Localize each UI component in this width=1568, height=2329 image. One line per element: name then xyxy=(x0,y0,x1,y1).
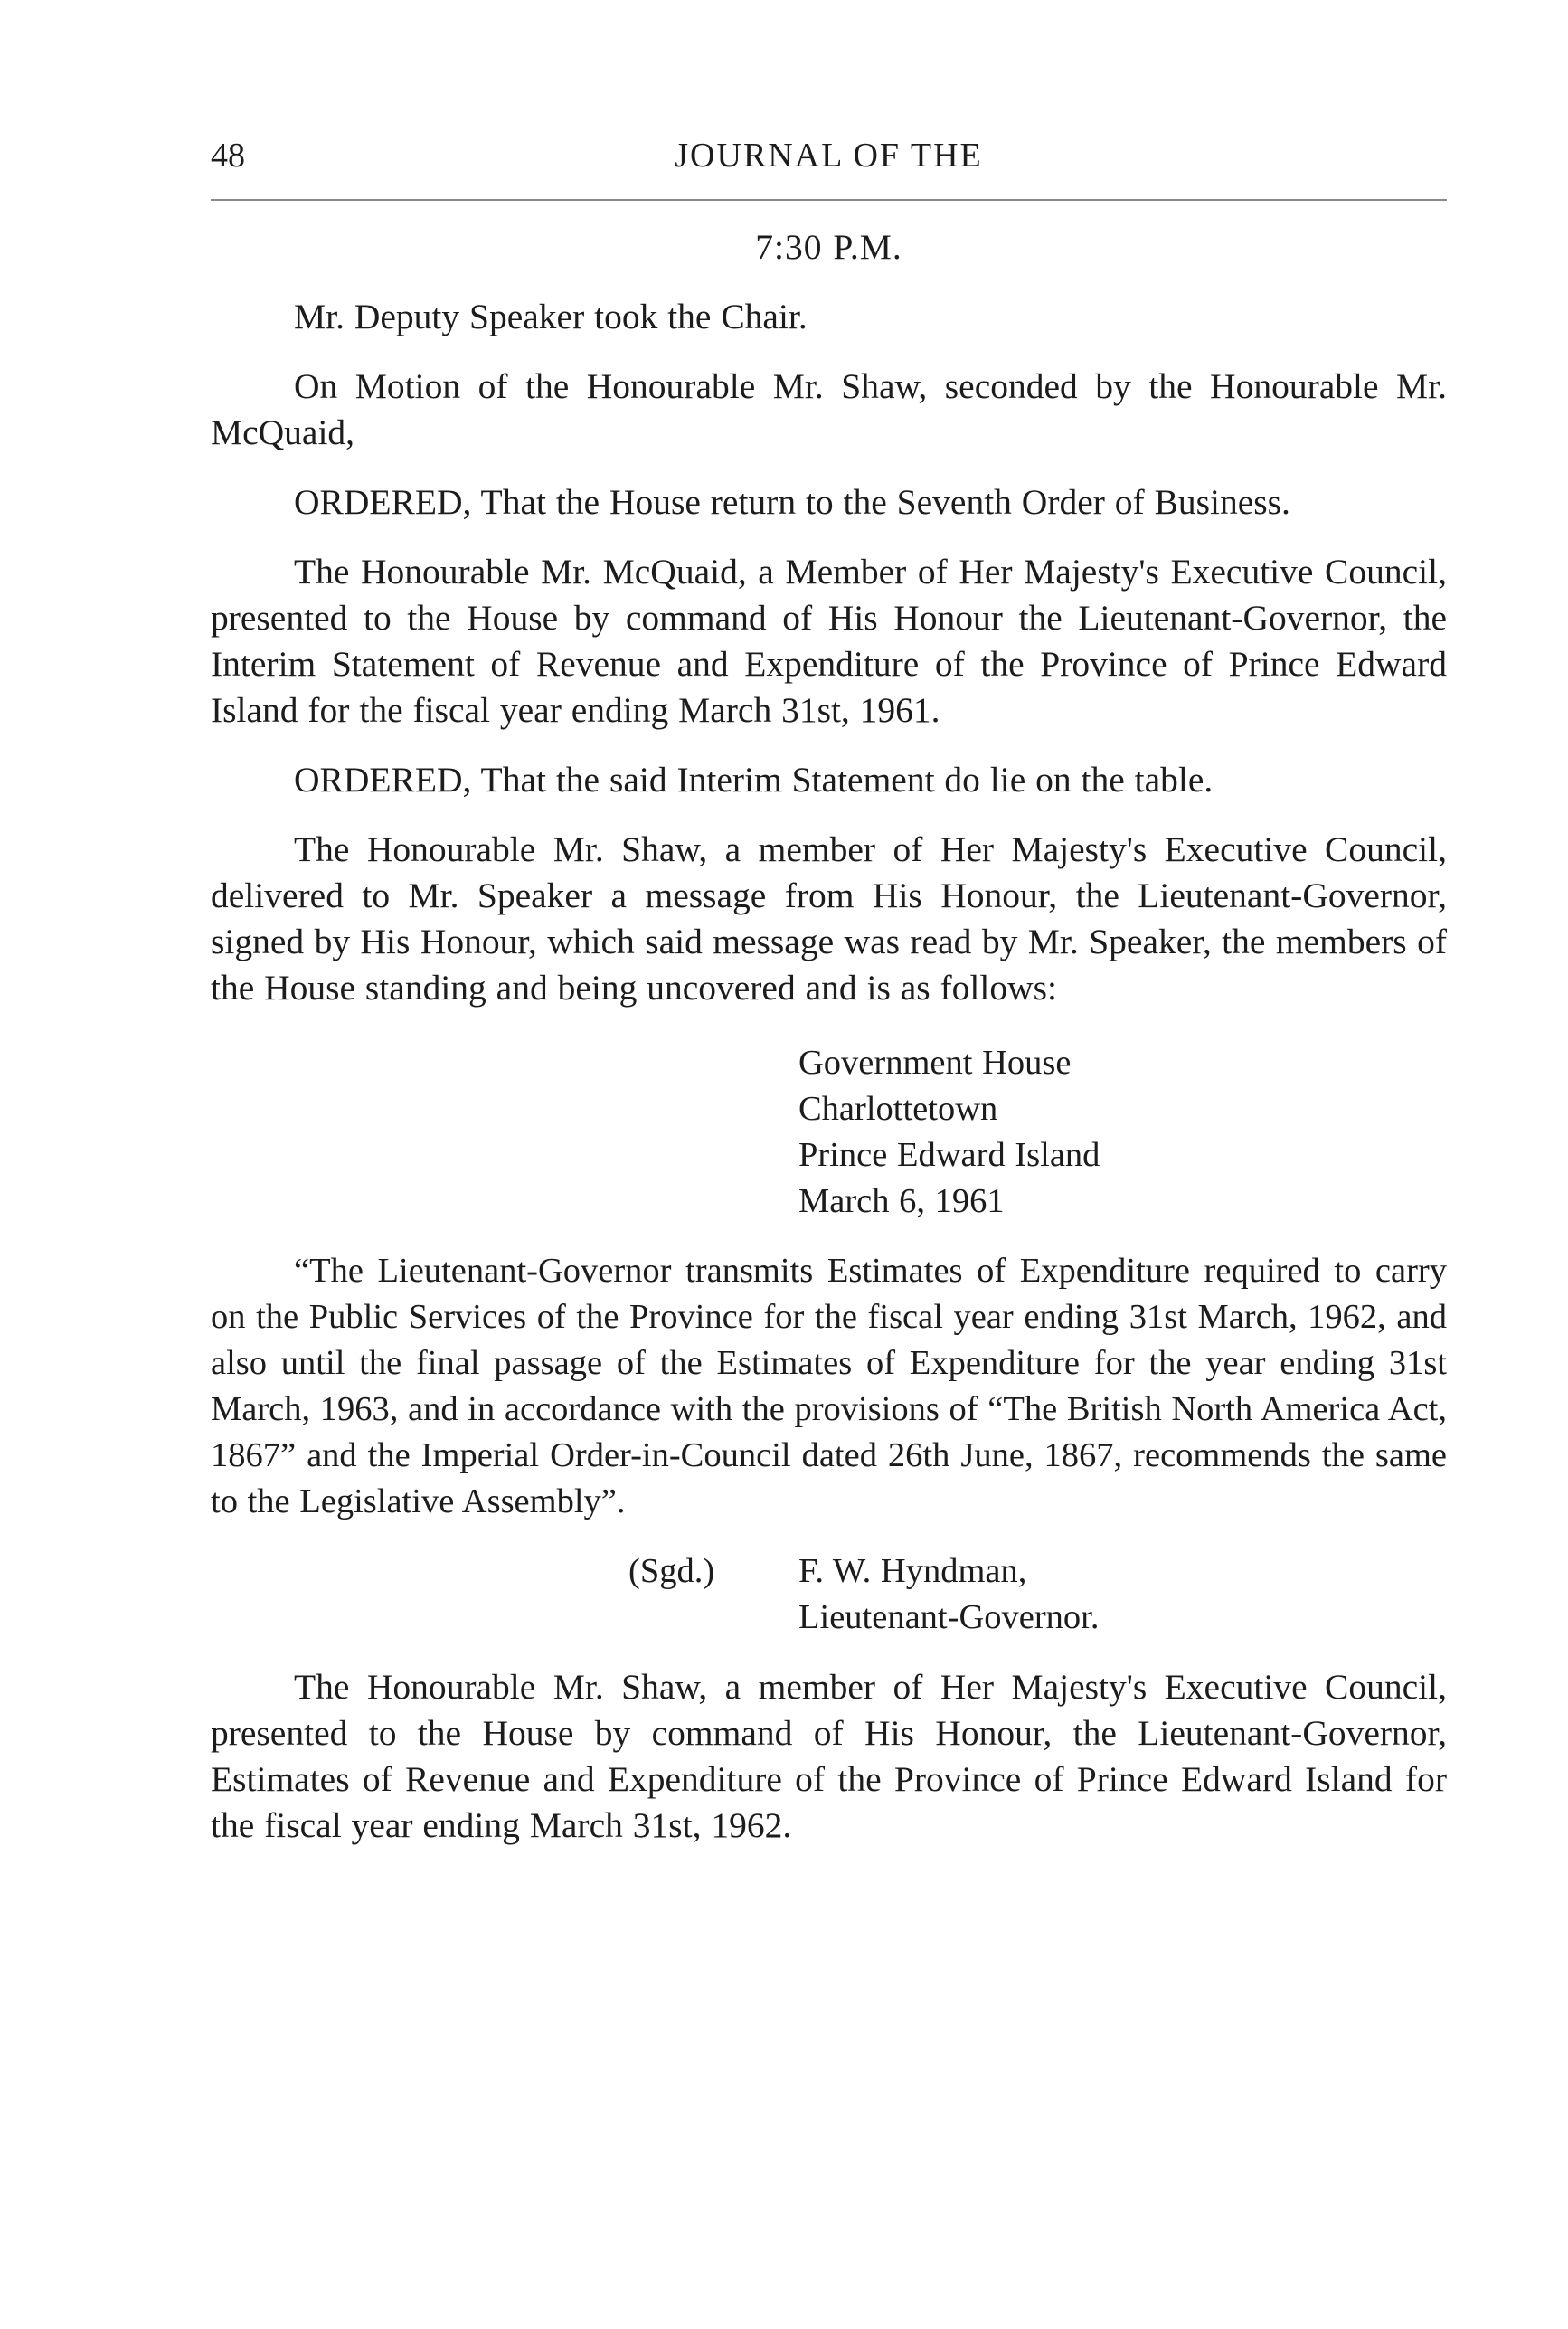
paragraph-ordered-return: ORDERED, That the House return to the Seventh Order of Business. xyxy=(294,482,1290,522)
page-header xyxy=(211,136,1447,190)
paragraph-deputy-speaker: Mr. Deputy Speaker took the Chair. xyxy=(294,297,808,336)
paragraph-interim-statement: The Honourable Mr. McQuaid, a Member of Her Majesty's Executive Council, presented to the House by command of His Honour the Lieutenant-Governor, the Interim Statement of Revenue and Expenditure of the Province of Prince Edward Island for the fiscal year ending March 31st, 1961. xyxy=(211,552,1447,730)
signature-name: F. W. Hyndman, xyxy=(798,1552,1027,1590)
paragraph-estimates-presented: The Honourable Mr. Shaw, a member of Her Majesty's Executive Council, presented to the House by command of His Honour, the Lieutenant-Governor, Estimates of Revenue and Expenditure of the Province of Prince Edward Island for the fiscal year ending March 31st, 1962. xyxy=(211,1667,1447,1845)
address-line: Government House xyxy=(798,1044,1072,1082)
signature-title: Lieutenant-Governor. xyxy=(798,1598,1100,1636)
paragraph-message-delivered: The Honourable Mr. Shaw, a member of Her Majesty's Executive Council, delivered to Mr. Speaker a message from His Honour, the Lieutenant-Governor, signed by His Honour, which said message was read by Mr. Speaker, the members of the House standing and being uncovered and is as follows: xyxy=(211,829,1447,1008)
paragraph-ordered-lie: ORDERED, That the said Interim Statement do lie on the table. xyxy=(294,760,1214,800)
header-rule xyxy=(211,199,1447,201)
address-date: March 6, 1961 xyxy=(798,1182,1005,1220)
address-line: Prince Edward Island xyxy=(798,1136,1100,1174)
address-block xyxy=(798,1040,1447,1225)
page-number: 48 xyxy=(211,137,245,175)
session-time: 7:30 P.M. xyxy=(755,227,902,267)
paragraph-motion: On Motion of the Honourable Mr. Shaw, seconded by the Honourable Mr. McQuaid, xyxy=(211,366,1447,452)
journal-body xyxy=(211,224,1447,1872)
running-head: JOURNAL OF THE xyxy=(675,137,983,175)
lieutenant-governor-message: “The Lieutenant-Governor transmits Estimates of Expenditure required to carry on the Public Services of the Province for the fiscal year ending 31st March, 1962, and also until the final passage of the Estimates of Expenditure for the year ending 31st March, 1963, and in accordance with the provisions of “The British North America Act, 1867” and the Imperial Order-in-Council dated 26th June, 1867, recommends the same to the Legislative Assembly”. xyxy=(211,1252,1447,1520)
signature-prefix: (Sgd.) xyxy=(628,1552,715,1590)
signature-block xyxy=(211,1548,1447,1641)
address-line: Charlottetown xyxy=(798,1090,998,1128)
